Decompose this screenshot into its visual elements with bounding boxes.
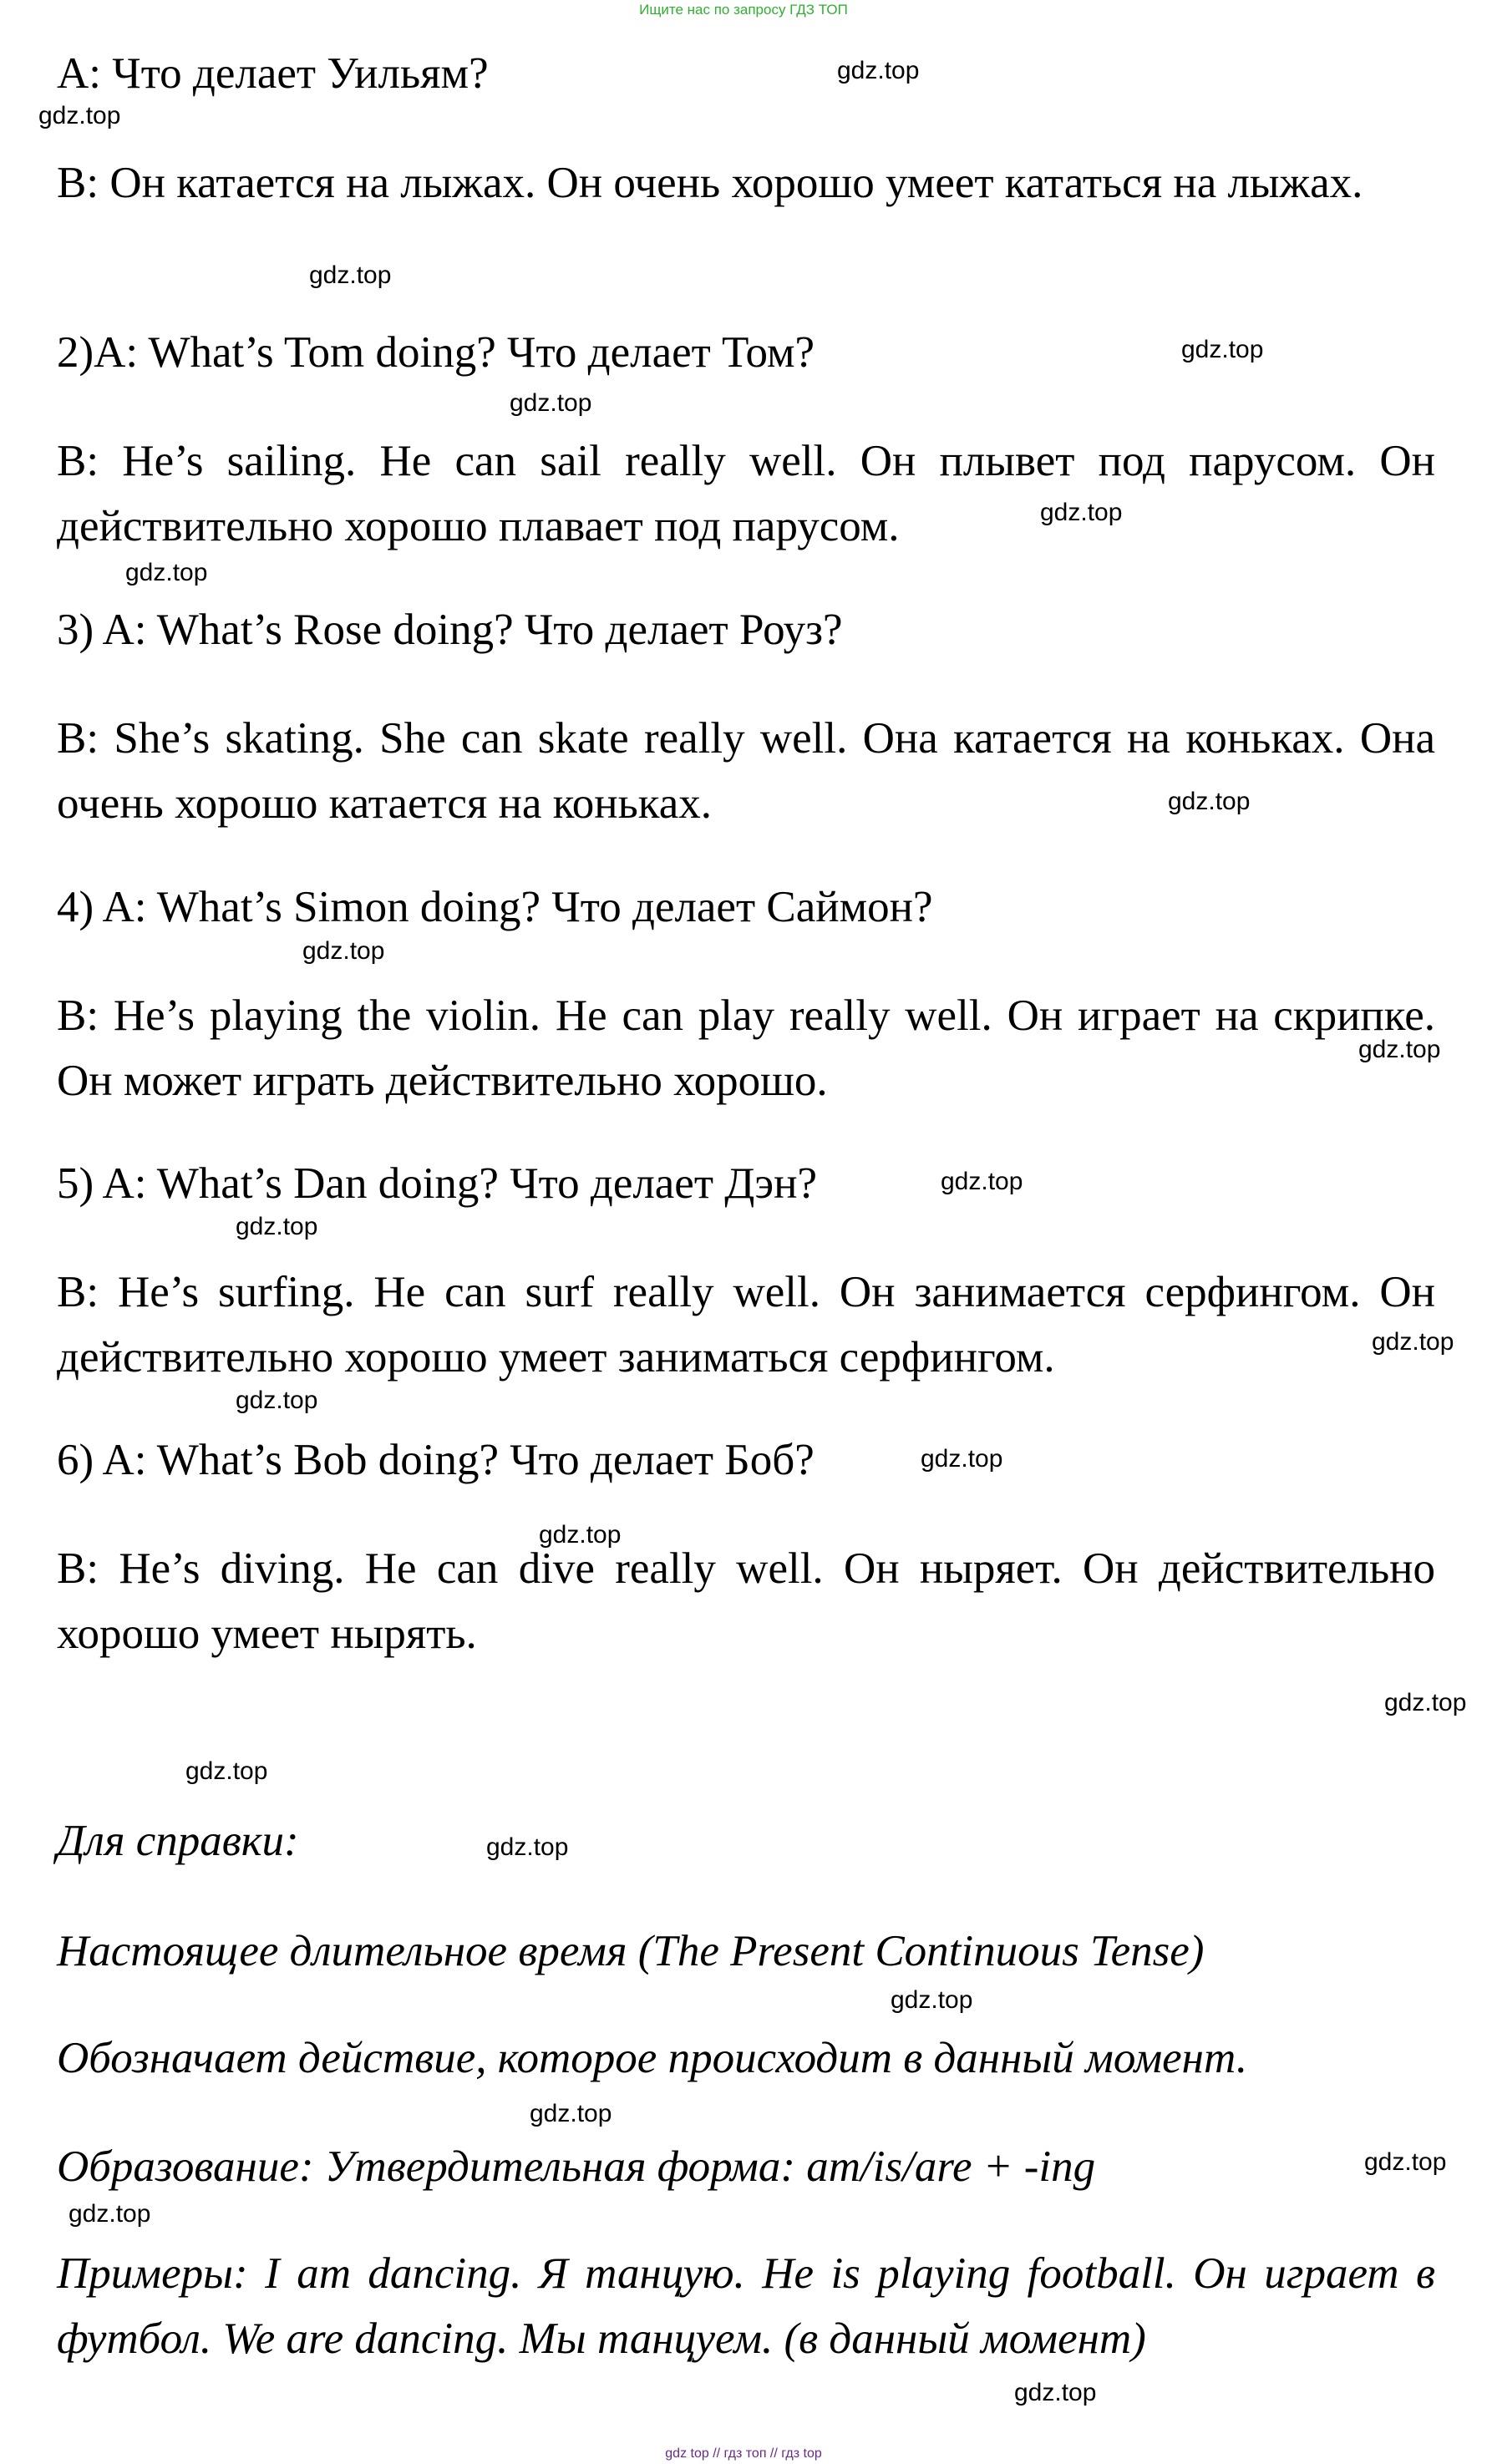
dialogue-line-8: B: He’s playing the violin. He can play really well. Он играет на скрипке. Он может играть действительно хорошо. xyxy=(57,991,1435,1105)
bottom-banner: gdz top // гдз топ // гдз top xyxy=(665,2446,822,2461)
watermark: gdz.top xyxy=(1364,2148,1447,2176)
reference-meaning: Обозначает действие, которое происходит в данный момент. xyxy=(57,2034,1248,2082)
watermark: gdz.top xyxy=(1358,1036,1441,1063)
watermark: gdz.top xyxy=(530,2100,612,2127)
reference-examples: Примеры: I am dancing. Я танцую. He is playing football. Он играет в футбол. We are dancing. Мы танцуем. (в данный момент) xyxy=(57,2249,1435,2363)
watermark: gdz.top xyxy=(1181,336,1264,363)
top-banner: Ищите нас по запросу ГДЗ ТОП xyxy=(639,2,848,18)
reference-heading: Для справки: xyxy=(57,1817,299,1865)
watermark: gdz.top xyxy=(236,1213,318,1240)
dialogue-line-3: 2)A: What’s Tom doing? Что делает Том? xyxy=(57,328,815,377)
watermark: gdz.top xyxy=(302,937,385,965)
watermark: gdz.top xyxy=(1168,788,1251,815)
watermark: gdz.top xyxy=(38,102,121,129)
watermark: gdz.top xyxy=(1372,1328,1454,1356)
watermark: gdz.top xyxy=(1384,1689,1467,1716)
watermark: gdz.top xyxy=(837,57,920,84)
dialogue-line-12: B: He’s diving. He can dive really well. Он ныряет. Он действительно хорошо умеет нырять. xyxy=(57,1544,1435,1658)
watermark: gdz.top xyxy=(941,1168,1023,1195)
watermark: gdz.top xyxy=(510,389,592,417)
watermark: gdz.top xyxy=(125,559,208,586)
watermark: gdz.top xyxy=(1014,2379,1097,2406)
dialogue-line-1: A: Что делает Уильям? xyxy=(57,49,489,98)
watermark: gdz.top xyxy=(236,1387,318,1414)
watermark: gdz.top xyxy=(69,2200,151,2228)
dialogue-line-7: 4) A: What’s Simon doing? Что делает Саймон? xyxy=(57,883,933,931)
reference-tense: Настоящее длительное время (The Present Continuous Tense) xyxy=(57,1927,1205,1975)
reference-formation: Образование: Утвердительная форма: am/is/are + -ing xyxy=(57,2142,1096,2191)
watermark: gdz.top xyxy=(309,261,392,289)
watermark: gdz.top xyxy=(1040,499,1123,526)
dialogue-line-9: 5) A: What’s Dan doing? Что делает Дэн? xyxy=(57,1159,818,1208)
dialogue-line-10: B: He’s surfing. He can surf really well. Он занимается серфингом. Он действительно хорошо умеет заниматься серфингом. xyxy=(57,1268,1435,1382)
watermark: gdz.top xyxy=(486,1833,569,1861)
dialogue-line-6: B: She’s skating. She can skate really well. Она катается на коньках. Она очень хорошо катается на коньках. xyxy=(57,714,1435,828)
dialogue-line-4: B: He’s sailing. He can sail really well. Он плывет под парусом. Он действительно хорошо плавает под парусом. xyxy=(57,437,1435,550)
dialogue-line-11: 6) A: What’s Bob doing? Что делает Боб? xyxy=(57,1436,815,1484)
dialogue-line-2: B: Он катается на лыжах. Он очень хорошо умеет кататься на лыжах. xyxy=(57,159,1363,207)
watermark: gdz.top xyxy=(185,1757,268,1785)
watermark: gdz.top xyxy=(891,1986,973,2014)
watermark: gdz.top xyxy=(921,1445,1003,1473)
dialogue-line-5: 3) A: What’s Rose doing? Что делает Роуз? xyxy=(57,606,843,654)
watermark: gdz.top xyxy=(539,1521,622,1549)
